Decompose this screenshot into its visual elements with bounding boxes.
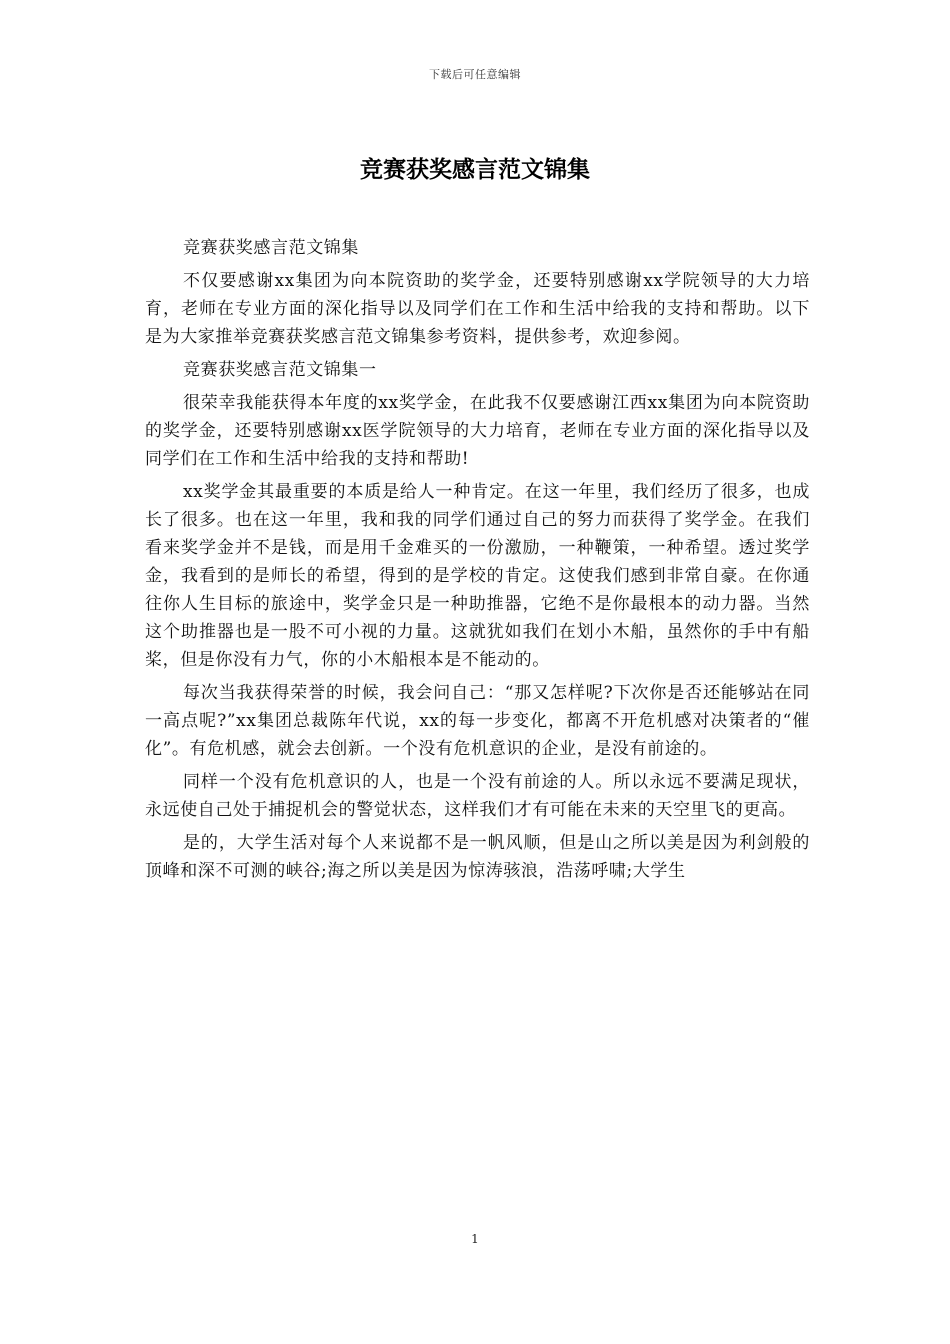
document-body [145,232,810,888]
paragraph: 是的，大学生活对每个人来说都不是一帆风顺，但是山之所以美是因为利剑般的顶峰和深不可测的峡谷;海之所以美是因为惊涛骇浪，浩荡呼啸;大学生 [145,833,810,881]
paragraph: 每次当我获得荣誉的时候，我会问自己：“那又怎样呢?下次你是否还能够站在同一高点呢?”xx集团总裁陈年代说，xx的每一步变化，都离不开危机感对决策者的“催化”。有危机感，就会去创新。一个没有危机意识的企业，是没有前途的。 [145,683,810,759]
paragraph-section-heading: 竞赛获奖感言范文锦集一 [183,360,377,380]
document-title: 竞赛获奖感言范文锦集 [360,156,590,183]
paragraph-subtitle: 竞赛获奖感言范文锦集 [183,238,359,258]
paragraph: 很荣幸我能获得本年度的xx奖学金，在此我不仅要感谢江西xx集团为向本院资助的奖学金，还要特别感谢xx医学院领导的大力培育，老师在专业方面的深化指导以及同学们在工作和生活中给我的支持和帮助! [145,393,810,469]
paragraph: xx奖学金其最重要的本质是给人一种肯定。在这一年里，我们经历了很多，也成长了很多。也在这一年里，我和我的同学们通过自己的努力而获得了奖学金。在我们看来奖学金并不是钱，而是用千金难买的一份激励，一种鞭策，一种希望。透过奖学金，我看到的是师长的希望，得到的是学校的肯定。这使我们感到非常自豪。在你通往你人生目标的旅途中，奖学金只是一种助推器，它绝不是你最根本的动力器。当然这个助推器也是一股不可小视的力量。这就犹如我们在划小木船，虽然你的手中有船桨，但是你没有力气，你的小木船根本是不能动的。 [145,482,810,670]
paragraph-intro: 不仅要感谢xx集团为向本院资助的奖学金，还要特别感谢xx学院领导的大力培育，老师在专业方面的深化指导以及同学们在工作和生活中给我的支持和帮助。以下是为大家推举竞赛获奖感言范文锦集参考资料，提供参考，欢迎参阅。 [145,271,810,347]
page-number: 1 [471,1232,479,1246]
page-header-note: 下载后可任意编辑 [429,68,521,81]
paragraph: 同样一个没有危机意识的人，也是一个没有前途的人。所以永远不要满足现状，永远使自己处于捕捉机会的警觉状态，这样我们才有可能在未来的天空里飞的更高。 [145,772,810,820]
